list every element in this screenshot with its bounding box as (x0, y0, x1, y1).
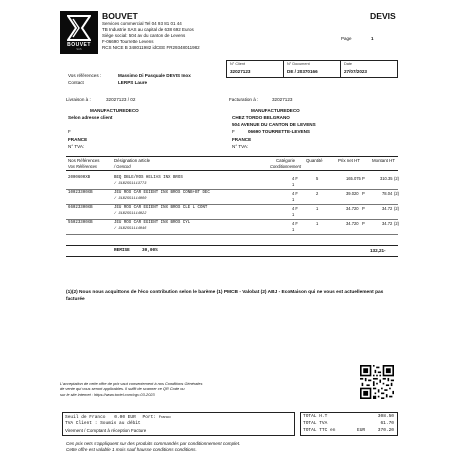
port-value: Franco (158, 415, 171, 419)
row-category: 4 F (292, 221, 298, 226)
billing-label: Facturation à : (229, 97, 259, 102)
divider (340, 60, 341, 78)
row-conditionnement: 1 (292, 182, 295, 187)
total-tva-label: TOTAL TVA (303, 421, 328, 426)
company-logo (60, 11, 98, 54)
row-price-unit-flag: P (362, 176, 365, 181)
tva-client-label: TVA Client : (65, 421, 101, 426)
row-conditionnement: 1 (292, 212, 295, 217)
remise-amount: 132,21- (370, 248, 386, 253)
billing-tva-label: N° TVA: (232, 144, 249, 149)
row-rule (66, 204, 398, 205)
company-line: RCS NICE B 348011982 idCEE FR29348011982 (102, 45, 200, 51)
date-value: 27/07/2023 (344, 69, 367, 74)
tva-client-value: Soumis au débit (100, 421, 141, 426)
row-price-unit-flag: P (362, 206, 365, 211)
price-disclaimer (66, 441, 396, 454)
delivery-country: FRANCE (68, 137, 88, 142)
billing-code: 32027123 (272, 97, 293, 102)
col-header-ref-sub: Vos Références (68, 164, 97, 169)
row-ref: 10023300XB (68, 191, 93, 195)
row-quantity: 1 (316, 221, 319, 226)
row-ref: 55023300XB (68, 221, 93, 225)
row-ref: 66023300XB (68, 206, 93, 210)
franco-threshold-label: Seuil de Franco (65, 415, 106, 420)
row-quantity: 2 (316, 191, 319, 196)
franco-threshold-line (65, 414, 171, 421)
disclaimer-line: Cette offre est valable 1 mois sauf hausse conditions conditions. (66, 447, 197, 453)
row-unit-price: 39.020 (346, 191, 359, 196)
company-address (102, 21, 200, 51)
col-header-category: Catégorie (276, 158, 296, 163)
row-amount: 34.72 (382, 221, 393, 226)
billing-line-prefix: F (232, 129, 235, 134)
delivery-tva-label: N° TVA: (68, 144, 85, 149)
remise-label: REMISE (114, 248, 130, 253)
legal-line: de vente qui vous seront applicables. Il suffit de scanner ce QR Code ou (60, 386, 185, 392)
delivery-name: MANUFACTUREDECO (90, 108, 139, 113)
remise-top-rule (66, 245, 398, 246)
logo-subtext: SAS (76, 48, 82, 51)
total-ht-value: 308.50 (377, 414, 394, 419)
row-designation: JEU ROS CAR EGIENT INX BROS CYL (114, 221, 191, 225)
row-price-unit-flag: P (362, 191, 365, 196)
row-conditionnement: 1 (292, 227, 295, 232)
row-designation: JEU ROS CAR EGIENT INX BROS CLE L CONT (114, 206, 208, 210)
vos-references-value: Massimo Di Pasquale DEVIS Inox (118, 73, 191, 78)
qr-code-icon[interactable] (360, 365, 394, 399)
row-unit-price: 165.075 (346, 176, 361, 181)
col-header-quantity: Quantité (306, 158, 323, 163)
col-header-category-sub: Conditionnement (270, 164, 301, 169)
row-unit-price: 34.720 (346, 206, 359, 211)
contact-label: Contact (68, 80, 84, 85)
contact-value: LERPS Laure (118, 80, 148, 85)
total-ttc-value: 370.20 (377, 428, 394, 433)
row-ref: 2000600XB (68, 176, 91, 180)
row-tax-code: (2) (394, 191, 400, 196)
billing-line: CHEZ TORDO BELGRANO (232, 115, 290, 120)
col-header-unit-price: Prix net HT (338, 158, 360, 163)
row-rule (66, 234, 398, 235)
row-tax-code: (2) (394, 221, 400, 226)
delivery-label: Livraison à : (66, 97, 91, 102)
row-category: 4 F (292, 176, 298, 181)
billing-line: 06690 TOURRETTE-LEVENS (248, 129, 310, 134)
date-label: Date (344, 62, 353, 66)
payment-terms: Virement / Comptant à réception Facture (65, 428, 147, 433)
total-tva-value: 61.70 (380, 421, 394, 426)
client-number-label: N° Client (230, 62, 246, 66)
row-designation: BEQ DBLE/ROS HELIAS INX BROS (114, 176, 183, 180)
delivery-line: F (68, 129, 71, 134)
row-amount: 78.04 (382, 191, 393, 196)
delivery-code: 32027123 / 02 (106, 97, 136, 102)
remise-bottom-rule (66, 256, 398, 257)
port-label: Port: (142, 415, 157, 420)
document-number-label: N° Document (287, 62, 310, 66)
row-category: 4 F (292, 206, 298, 211)
row-amount: 310.35 (380, 176, 393, 181)
vos-references-label: Vos références : (68, 73, 102, 78)
row-price-unit-flag: P (362, 221, 365, 226)
total-ttc-label: TOTAL TTC en (303, 428, 336, 433)
franco-threshold-value: 0.00 (114, 415, 126, 420)
table-header-rule (66, 170, 398, 171)
billing-country: FRANCE (232, 137, 252, 142)
company-line: TB Industrie SAS au capital de 638 692 Euros (102, 27, 194, 33)
company-name: BOUVET (102, 11, 138, 21)
footer-conditions-box (62, 412, 295, 436)
row-unit-price: 34.720 (346, 221, 359, 226)
row-tax-code: (2) (394, 176, 400, 181)
tva-client-line (65, 421, 141, 427)
company-line: Siège social: 504 av du canton de Levens (102, 33, 186, 39)
remise-rate: 30,00% (142, 248, 158, 253)
legal-terms (60, 381, 340, 397)
document-type: DEVIS (370, 11, 396, 21)
row-designation: JEU ROS CAR EGIENT INX BROS CONB+BT DEC (114, 191, 210, 195)
table-top-rule (66, 156, 398, 157)
row-amount: 34.72 (382, 206, 393, 211)
row-rule (66, 189, 398, 190)
row-gencod: / 3182551114060 (114, 197, 147, 201)
col-header-amount: Montant HT (372, 158, 395, 163)
row-category: 4 F (292, 191, 298, 196)
divider (283, 60, 284, 78)
row-conditionnement: 1 (292, 197, 295, 202)
col-header-designation-sub: / Gencod (114, 164, 131, 169)
footer-totals-box (300, 412, 398, 436)
row-quantity: 1 (316, 206, 319, 211)
col-header-ref: Nos Références (68, 158, 100, 163)
document-number-value: DE / 20370166 (287, 69, 318, 74)
row-gencod: / 3182551114046 (114, 227, 147, 231)
logo-wordmark: BOUVET (67, 42, 91, 48)
eco-contribution-note: (1)(2) Nous nous acquittons de l'éco contribution selon le barème (1) PMCB - Valobat (2) ABJ - EcoMaison qui ne vous est actuellement pas facturée (66, 290, 384, 302)
page-number: 1 (371, 36, 374, 41)
total-ttc-currency: EUR (357, 428, 366, 433)
company-line: F-06690 Tourrette Levens (102, 39, 154, 45)
row-tax-code: (2) (394, 206, 400, 211)
legal-line: sur le site internet : https://www.tortel.com/cgv-03-2023 (60, 391, 155, 397)
row-gencod: / 3182551113773 (114, 182, 147, 186)
total-ht-label: TOTAL H.T (303, 414, 328, 419)
disclaimer-line: Ces prix nets s'appliquent sur des produits commandés par conditionnement complet. (66, 441, 241, 446)
col-header-designation: Désignation article (114, 158, 151, 163)
row-rule (66, 219, 398, 220)
delivery-line: Selon adresse client (68, 115, 113, 120)
billing-name: MANUFACTUREDECO (251, 108, 300, 113)
legal-line: L'acceptation de cette offre de prix vaut consentement à nos Conditions Générales (60, 381, 203, 386)
bouvet-logo-icon (67, 15, 91, 41)
row-quantity: 5 (316, 176, 319, 181)
client-number-value: 32027123 (230, 69, 251, 74)
page-label: Page (341, 36, 352, 41)
billing-line: 504 AVENUE DU CANTON DE LEVENS (232, 122, 316, 127)
row-gencod: / 3182551114022 (114, 212, 147, 216)
franco-threshold-currency: EUR (127, 415, 136, 420)
company-line: Services commercial Tel 04 93 81 01 44 (102, 21, 182, 26)
